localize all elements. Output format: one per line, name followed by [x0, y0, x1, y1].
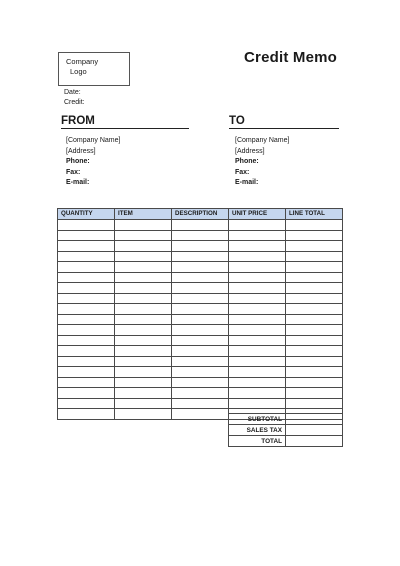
table-cell[interactable]	[58, 398, 115, 409]
table-cell[interactable]	[229, 230, 286, 241]
table-cell[interactable]	[229, 325, 286, 336]
table-cell[interactable]	[286, 283, 343, 294]
table-cell[interactable]	[172, 283, 229, 294]
to-address: [Address]	[235, 147, 265, 155]
table-cell[interactable]	[115, 356, 172, 367]
table-cell[interactable]	[172, 388, 229, 399]
to-company-name: [Company Name]	[235, 137, 290, 144]
table-cell[interactable]	[115, 251, 172, 262]
table-row	[58, 293, 343, 304]
table-cell[interactable]	[286, 367, 343, 378]
table-cell[interactable]	[172, 367, 229, 378]
table-cell[interactable]	[286, 388, 343, 399]
table-cell[interactable]	[172, 262, 229, 273]
table-cell[interactable]	[172, 409, 229, 420]
table-cell[interactable]	[172, 241, 229, 252]
table-cell[interactable]	[229, 241, 286, 252]
table-row	[58, 377, 343, 388]
subtotal-label: SUBTOTAL	[229, 414, 286, 425]
header-quantity: QUANTITY	[58, 209, 115, 220]
table-cell[interactable]	[58, 304, 115, 315]
date-label: Date:	[64, 89, 81, 96]
table-cell[interactable]	[286, 241, 343, 252]
table-row	[58, 388, 343, 399]
table-cell[interactable]	[172, 304, 229, 315]
table-cell[interactable]	[115, 293, 172, 304]
table-cell[interactable]	[286, 220, 343, 231]
line-items-table	[57, 208, 343, 420]
sales-tax-value-cell[interactable]	[286, 425, 343, 436]
table-cell[interactable]	[229, 398, 286, 409]
table-cell[interactable]	[229, 314, 286, 325]
table-cell[interactable]	[58, 356, 115, 367]
table-row	[58, 230, 343, 241]
line-items-body	[58, 220, 343, 420]
table-cell[interactable]	[115, 262, 172, 273]
header-line-total: LINE TOTAL	[286, 209, 343, 220]
table-row	[58, 367, 343, 378]
table-cell[interactable]	[172, 314, 229, 325]
table-row	[58, 346, 343, 357]
table-cell[interactable]	[229, 377, 286, 388]
table-cell[interactable]	[115, 346, 172, 357]
table-cell[interactable]	[172, 251, 229, 262]
from-address-block	[66, 136, 120, 189]
table-cell[interactable]	[229, 367, 286, 378]
table-cell[interactable]	[115, 398, 172, 409]
table-cell[interactable]	[286, 314, 343, 325]
table-row	[58, 220, 343, 231]
subtotal-row	[229, 414, 343, 425]
sales-tax-row	[229, 425, 343, 436]
table-row	[58, 251, 343, 262]
table-cell[interactable]	[229, 251, 286, 262]
to-address-block	[235, 136, 289, 189]
table-cell[interactable]	[58, 325, 115, 336]
table-cell[interactable]	[229, 356, 286, 367]
document-title: Credit Memo	[244, 49, 338, 66]
table-cell[interactable]	[286, 293, 343, 304]
to-heading	[229, 115, 339, 129]
table-cell[interactable]	[115, 325, 172, 336]
to-phone-label: Phone:	[235, 158, 259, 165]
to-fax-label: Fax:	[235, 168, 250, 176]
table-cell[interactable]	[58, 272, 115, 283]
table-cell[interactable]	[58, 262, 115, 273]
table-row	[58, 335, 343, 346]
table-cell[interactable]	[286, 398, 343, 409]
table-cell[interactable]	[172, 220, 229, 231]
table-cell[interactable]	[115, 220, 172, 231]
table-row	[58, 314, 343, 325]
from-heading	[61, 115, 189, 129]
table-cell[interactable]	[286, 335, 343, 346]
table-cell[interactable]	[229, 335, 286, 346]
total-value-cell[interactable]	[286, 436, 343, 447]
table-cell[interactable]	[58, 335, 115, 346]
table-cell[interactable]	[229, 272, 286, 283]
table-cell[interactable]	[115, 367, 172, 378]
table-cell[interactable]	[286, 230, 343, 241]
totals-table	[228, 413, 343, 447]
table-cell[interactable]	[115, 241, 172, 252]
table-cell[interactable]	[229, 220, 286, 231]
table-cell[interactable]	[172, 230, 229, 241]
sales-tax-label: SALES TAX	[229, 425, 286, 436]
from-phone-label: Phone:	[66, 158, 90, 165]
table-cell[interactable]	[115, 304, 172, 315]
header-description: DESCRIPTION	[172, 209, 229, 220]
table-cell[interactable]	[286, 377, 343, 388]
logo-text-line2: Logo	[70, 67, 87, 76]
table-cell[interactable]	[229, 346, 286, 357]
table-cell[interactable]	[286, 325, 343, 336]
table-cell[interactable]	[115, 409, 172, 420]
table-cell[interactable]	[286, 251, 343, 262]
table-cell[interactable]	[286, 272, 343, 283]
table-row	[58, 325, 343, 336]
table-cell[interactable]	[58, 409, 115, 420]
table-header-row	[58, 209, 343, 220]
table-cell[interactable]	[58, 241, 115, 252]
table-row	[58, 262, 343, 273]
table-cell[interactable]	[286, 262, 343, 273]
table-cell[interactable]	[172, 272, 229, 283]
subtotal-value-cell[interactable]	[286, 414, 343, 425]
table-cell[interactable]	[115, 335, 172, 346]
logo-text-line1: Company	[66, 57, 99, 66]
table-cell[interactable]	[172, 293, 229, 304]
table-cell[interactable]	[115, 230, 172, 241]
table-cell[interactable]	[58, 220, 115, 231]
to-email-label: E-mail:	[235, 179, 259, 186]
table-cell[interactable]	[58, 314, 115, 325]
table-row	[58, 272, 343, 283]
table-cell[interactable]	[229, 262, 286, 273]
from-heading-text: FROM	[61, 115, 95, 127]
table-row	[58, 356, 343, 367]
table-cell[interactable]	[286, 346, 343, 357]
table-cell[interactable]	[58, 367, 115, 378]
table-cell[interactable]	[115, 283, 172, 294]
from-address: [Address]	[66, 147, 96, 155]
table-cell[interactable]	[115, 377, 172, 388]
to-heading-text: TO	[229, 115, 245, 127]
table-cell[interactable]	[58, 251, 115, 262]
header-item: ITEM	[115, 209, 172, 220]
company-logo-placeholder	[58, 52, 130, 86]
table-cell[interactable]	[172, 346, 229, 357]
table-cell[interactable]	[286, 356, 343, 367]
table-row	[58, 241, 343, 252]
table-cell[interactable]	[229, 283, 286, 294]
table-cell[interactable]	[58, 283, 115, 294]
table-cell[interactable]	[115, 314, 172, 325]
from-email-label: E-mail:	[66, 179, 90, 186]
table-cell[interactable]	[115, 388, 172, 399]
table-cell[interactable]	[172, 377, 229, 388]
header-unit-price: UNIT PRICE	[229, 209, 286, 220]
table-cell[interactable]	[58, 346, 115, 357]
table-cell[interactable]	[58, 377, 115, 388]
total-label: TOTAL	[229, 436, 286, 447]
table-cell[interactable]	[229, 388, 286, 399]
table-cell[interactable]	[229, 293, 286, 304]
table-row	[58, 304, 343, 315]
from-company-name: [Company Name]	[66, 137, 121, 144]
total-row	[229, 436, 343, 447]
table-cell[interactable]	[172, 335, 229, 346]
table-cell[interactable]	[172, 356, 229, 367]
from-fax-label: Fax:	[66, 168, 81, 176]
table-cell[interactable]	[115, 272, 172, 283]
table-cell[interactable]	[172, 398, 229, 409]
table-cell[interactable]	[286, 304, 343, 315]
table-row	[58, 398, 343, 409]
table-cell[interactable]	[58, 388, 115, 399]
table-row	[58, 283, 343, 294]
table-cell[interactable]	[58, 293, 115, 304]
credit-label: Credit:	[64, 99, 85, 106]
table-cell[interactable]	[229, 304, 286, 315]
table-cell[interactable]	[58, 230, 115, 241]
table-cell[interactable]	[172, 325, 229, 336]
